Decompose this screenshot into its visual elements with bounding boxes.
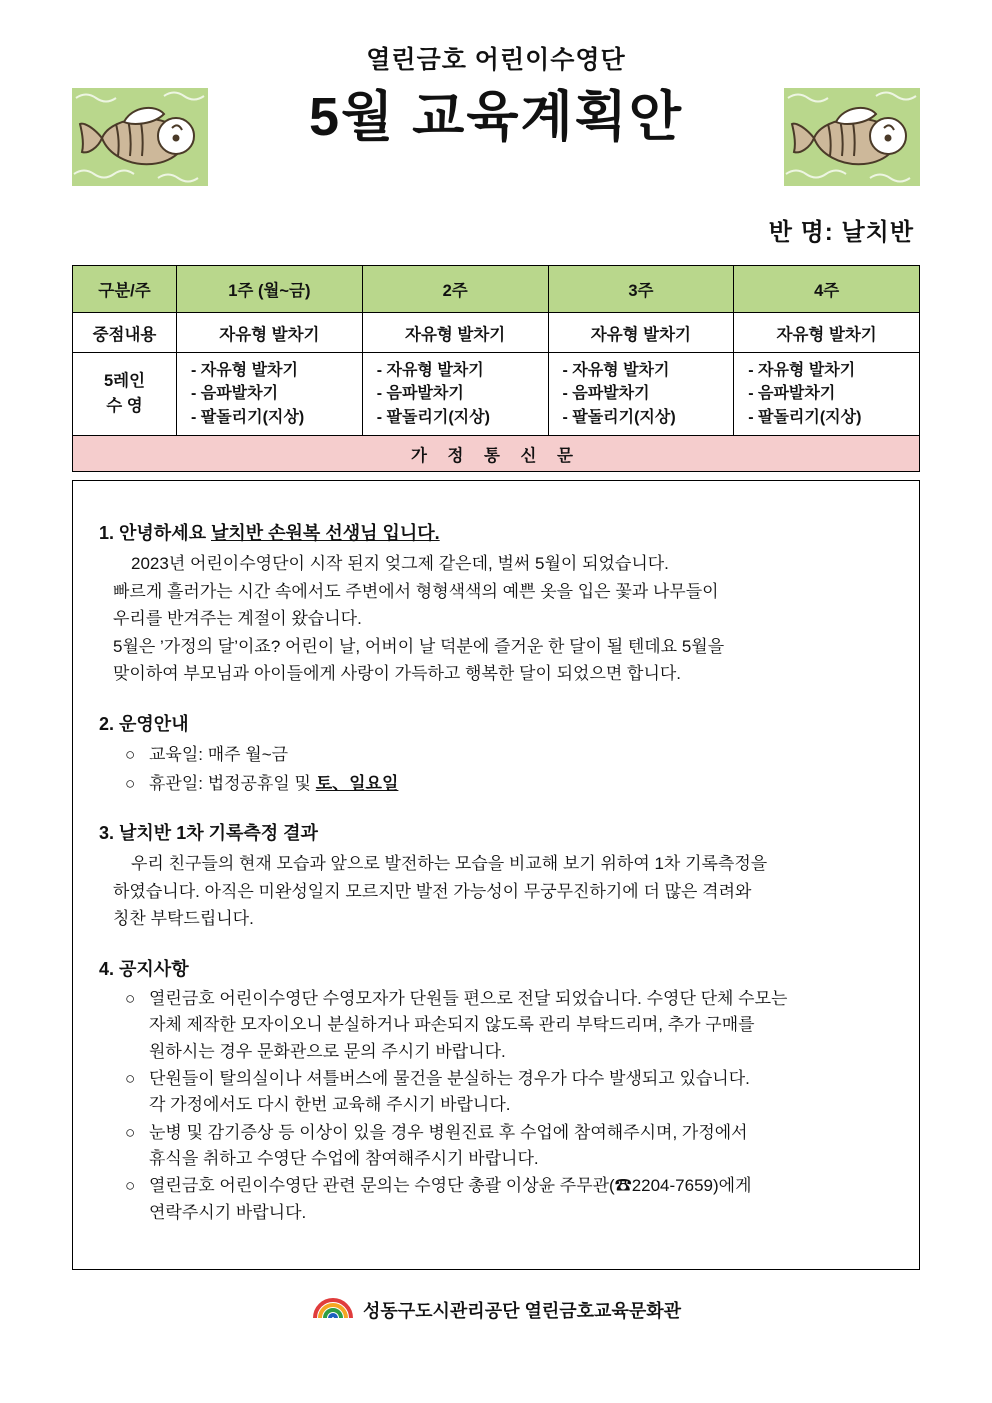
document-footer: [0, 1292, 992, 1327]
lane-item: - 음파발차기: [748, 385, 836, 403]
table-header-row: [73, 266, 920, 313]
focus-week3: 자유형 발차기: [548, 313, 734, 353]
section-3-title-text: 날치반 1차 기록측정 결과: [119, 823, 318, 844]
lane-item: - 팔돌리기(지상): [562, 408, 676, 426]
lane-week3-list: [555, 359, 728, 429]
section-1-title: [99, 519, 893, 548]
section-3-para-1: 우리 친구들의 현재 모습과 앞으로 발전하는 모습을 비교해 보기 위하여 1차 기록측정을: [131, 854, 768, 874]
header-cell-week1: [177, 266, 363, 313]
lane-week4: [734, 353, 920, 436]
row-label-lane-line2: 수 영: [106, 397, 143, 415]
bullet-line: 각 가정에서도 다시 한번 교육해 주시기 바랍니다.: [149, 1095, 511, 1115]
page-title: 5월 교육계획안: [308, 87, 684, 147]
class-name-label: 반 명: 날치반: [768, 219, 914, 246]
section-4-number: 4.: [99, 958, 115, 979]
row-label-focus: 중점내용: [73, 313, 177, 353]
row-label-lane-line1: 5레인: [103, 372, 146, 391]
list-item: [125, 1173, 893, 1226]
bullet-text: 교육일: 매주 월~금: [149, 744, 289, 764]
week1-sublabel: (월~금): [257, 282, 311, 300]
lane-week1-list: [183, 359, 356, 429]
section-operation: [99, 710, 893, 797]
section-3-title: [99, 819, 893, 848]
bullet-line: 휴식을 취하고 수영단 수업에 참여해주시기 바랍니다.: [149, 1149, 539, 1168]
section-1-title-plain: 안녕하세요: [119, 523, 211, 543]
section-record-results: [99, 819, 893, 933]
focus-week2: 자유형 발차기: [362, 313, 548, 353]
section-greeting: [99, 519, 893, 688]
section-1-title-underline: 날치반 손원복 선생님 입니다.: [210, 523, 440, 543]
header-cell-week2: 2주: [362, 266, 548, 313]
table-row-focus: [73, 313, 920, 353]
list-item: [125, 1066, 893, 1119]
lane-item: - 음파발차기: [376, 385, 464, 403]
lane-item: - 자유형 발차기: [562, 362, 670, 380]
lane-week4-list: [740, 359, 913, 429]
footer-org: 성동구도시관리공단: [362, 1300, 520, 1321]
document-header: [0, 0, 992, 200]
bullet-marker: ○: [125, 1176, 136, 1196]
bullet-line: 열린금호 어린이수영단 관련 문의는 수영단 총괄 이상윤 주무관(☎2204-7659)에게: [149, 1176, 752, 1196]
list-item: [125, 986, 893, 1065]
fish-illustration-left: [72, 88, 208, 186]
bullet-marker: ○: [125, 773, 136, 793]
section-2-bullets: [99, 741, 893, 797]
bullet-line: 연락주시기 바랍니다.: [149, 1202, 307, 1222]
section-1-para-2: 빠르게 흘러가는 시간 속에서도 주변에서 형형색색의 예쁜 옷을 입은 꽃과 나무들이: [113, 581, 719, 601]
bullet-marker: ○: [125, 988, 136, 1008]
lane-week1: [177, 353, 363, 436]
section-4-title-text: 공지사항: [119, 958, 189, 979]
lane-item: - 팔돌리기(지상): [748, 408, 862, 426]
lane-item: - 자유형 발차기: [191, 362, 298, 380]
section-announcements: [99, 955, 893, 1226]
document-subtitle: 열린금호 어린이수영단: [366, 46, 626, 74]
week1-label: 1주: [228, 282, 254, 300]
footer-center: 열린금호교육문화관: [524, 1300, 681, 1321]
notice-bar-row: [73, 436, 920, 472]
section-1-para-5: 맞이하여 부모님과 아이들에게 사랑이 가득하고 행복한 달이 되었으면 합니다.: [113, 664, 682, 684]
bullet-marker: ○: [125, 1068, 136, 1088]
bullet-text-plain: 휴관일: 법정공휴일 및: [149, 773, 316, 793]
section-2-title: [99, 710, 893, 739]
spacer: [99, 939, 893, 955]
newsletter-body: [72, 480, 920, 1270]
monthly-plan-table: [72, 265, 920, 472]
section-4-title: [99, 955, 893, 984]
section-1-para-3: 우리를 반겨주는 계절이 왔습니다.: [113, 609, 362, 629]
lane-item: - 음파발차기: [191, 385, 279, 403]
list-item: [125, 741, 893, 769]
table-row-lane: [73, 353, 920, 436]
bullet-line: 열린금호 어린이수영단 수영모자가 단원들 편으로 전달 되었습니다. 수영단 단체 수모는: [149, 988, 788, 1008]
rainbow-logo-icon: [311, 1292, 355, 1327]
section-1-para-4: 5월은 ’가정의 달’이죠? 어린이 날, 어버이 날 덕분에 즐거운 한 달이 될 텐데요 5월을: [113, 636, 725, 656]
section-4-bullets: [99, 986, 893, 1226]
lane-item: - 음파발차기: [562, 385, 650, 403]
section-3-number: 3.: [99, 823, 115, 844]
lane-week2-list: [369, 359, 542, 429]
section-2-title-text: 운영안내: [119, 713, 189, 734]
bullet-line: 눈병 및 감기증상 등 이상이 있을 경우 병원진료 후 수업에 참여해주시며, 가정에서: [149, 1122, 748, 1142]
bullet-marker: ○: [125, 744, 136, 764]
section-3-para-2: 하였습니다. 아직은 미완성일지 모르지만 발전 가능성이 무궁무진하기에 더 많은 격려와: [113, 881, 752, 901]
lane-week3: [548, 353, 734, 436]
row-label-lane: [73, 353, 177, 436]
bullet-line: 자체 제작한 모자이오니 분실하거나 파손되지 않도록 관리 부탁드리며, 추가 구매를: [149, 1015, 755, 1035]
list-item: [125, 770, 893, 798]
bullet-line: 원하시는 경우 문화관으로 문의 주시기 바랍니다.: [149, 1041, 506, 1061]
focus-week1: 자유형 발차기: [177, 313, 363, 353]
spacer: [99, 694, 893, 710]
list-item: [125, 1120, 893, 1173]
lane-week2: [362, 353, 548, 436]
header-cell-division: 구분/주: [73, 266, 177, 313]
lane-item: - 팔돌리기(지상): [191, 408, 305, 426]
bullet-marker: ○: [125, 1122, 136, 1142]
section-1-para-1: 2023년 어린이수영단이 시작 된지 엊그제 같은데, 벌써 5월이 되었습니다.: [131, 554, 669, 574]
focus-week4: 자유형 발차기: [734, 313, 920, 353]
bullet-line: 단원들이 탈의실이나 셔틀버스에 물건을 분실하는 경우가 다수 발생되고 있습니다.: [149, 1068, 750, 1088]
bullet-text-underline: 토、일요일: [315, 773, 399, 793]
fish-illustration-right: [784, 88, 920, 186]
lane-item: - 자유형 발차기: [748, 362, 856, 380]
plan-table-wrapper: [72, 265, 920, 472]
notice-bar-title: 가 정 통 신 문: [73, 436, 920, 472]
header-cell-week3: 3주: [548, 266, 734, 313]
section-3-para-3: 칭찬 부탁드립니다.: [113, 909, 254, 929]
section-1-number: 1.: [99, 523, 115, 543]
header-cell-week4: 4주: [734, 266, 920, 313]
footer-text: [363, 1297, 681, 1323]
lane-item: - 팔돌리기(지상): [376, 408, 490, 426]
section-2-number: 2.: [99, 713, 115, 734]
spacer: [99, 803, 893, 819]
lane-item: - 자유형 발차기: [376, 362, 484, 380]
